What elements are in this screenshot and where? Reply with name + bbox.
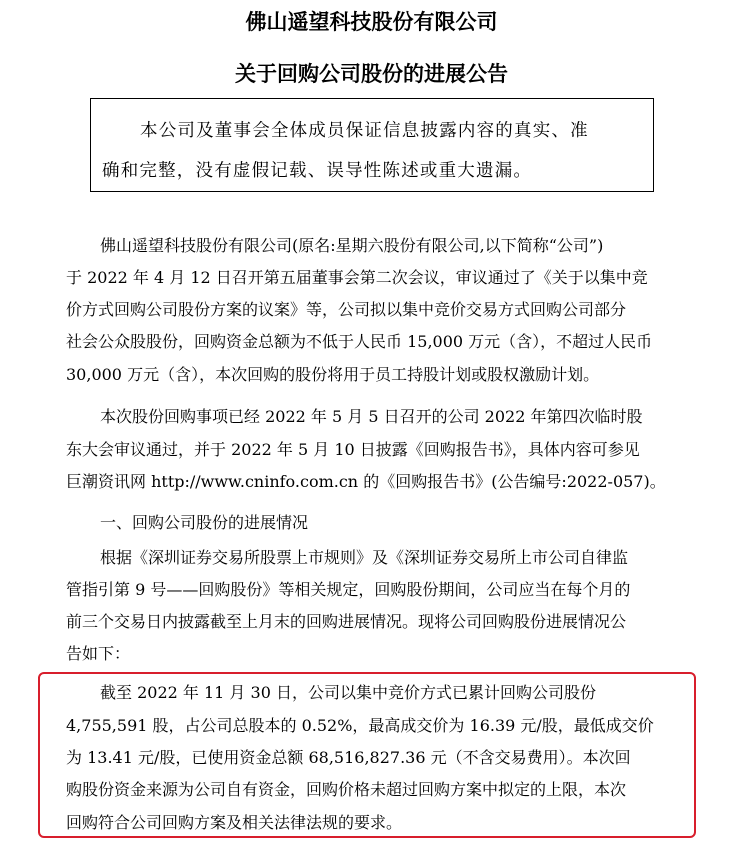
disclosure-statement-line: 本公司及董事会全体成员保证信息披露内容的真实、准	[140, 121, 589, 141]
paragraph-line: 巨潮资讯网 http://www.cninfo.com.cn 的《回购报告书》(公告编号:2022-057)。	[66, 472, 666, 491]
paragraph-line: 本次股份回购事项已经 2022 年 5 月 5 日召开的公司 2022 年第四次临时股	[100, 407, 643, 426]
paragraph-line: 社会公众股股份，回购资金总额为不低于人民币 15,000 万元（含），不超过人民币	[66, 332, 653, 351]
disclosure-statement-line: 确和完整，没有虚假记载、误导性陈述或重大遗漏。	[102, 161, 533, 181]
paragraph-line: 东大会审议通过，并于 2022 年 5 月 10 日披露《回购报告书》，具体内容可参见	[66, 440, 640, 459]
paragraph-line: 于 2022 年 4 月 12 日召开第五届董事会第二次会议，审议通过了《关于以集中竞	[66, 268, 648, 287]
company-title: 佛山遥望科技股份有限公司	[245, 10, 498, 34]
progress-line: 4,755,591 股，占公司总股本的 0.52%，最高成交价为 16.39 元/股，最低成交价	[66, 716, 654, 735]
progress-line: 为 13.41 元/股，已使用资金总额 68,516,827.36 元（不含交易费用）。本次回	[66, 748, 631, 767]
paragraph-line: 前三个交易日内披露截至上月末的回购进展情况。现将公司回购股份进展情况公	[66, 612, 627, 631]
progress-line: 截至 2022 年 11 月 30 日，公司以集中竞价方式已累计回购公司股份	[100, 683, 596, 702]
progress-line: 回购符合公司回购方案及相关法律法规的要求。	[66, 813, 403, 832]
progress-line: 购股份资金来源为公司自有资金，回购价格未超过回购方案中拟定的上限，本次	[66, 780, 627, 799]
paragraph-line: 管指引第 9 号——回购股份》等相关规定，回购股份期间，公司应当在每个月的	[66, 580, 631, 599]
notice-title: 关于回购公司股份的进展公告	[235, 62, 508, 86]
paragraph-line: 价方式回购公司股份方案的议案》等，公司拟以集中竞价交易方式回购公司部分	[66, 300, 627, 319]
paragraph-line: 佛山遥望科技股份有限公司(原名:星期六股份有限公司,以下简称“公司”)	[100, 236, 604, 255]
paragraph-line: 根据《深圳证券交易所股票上市规则》及《深圳证券交易所上市公司自律监	[100, 548, 629, 567]
paragraph-line: 告如下：	[66, 644, 131, 663]
paragraph-line: 30,000 万元（含），本次回购的股份将用于员工持股计划或股权激励计划。	[66, 365, 600, 384]
section-heading: 一、回购公司股份的进展情况	[100, 513, 309, 532]
